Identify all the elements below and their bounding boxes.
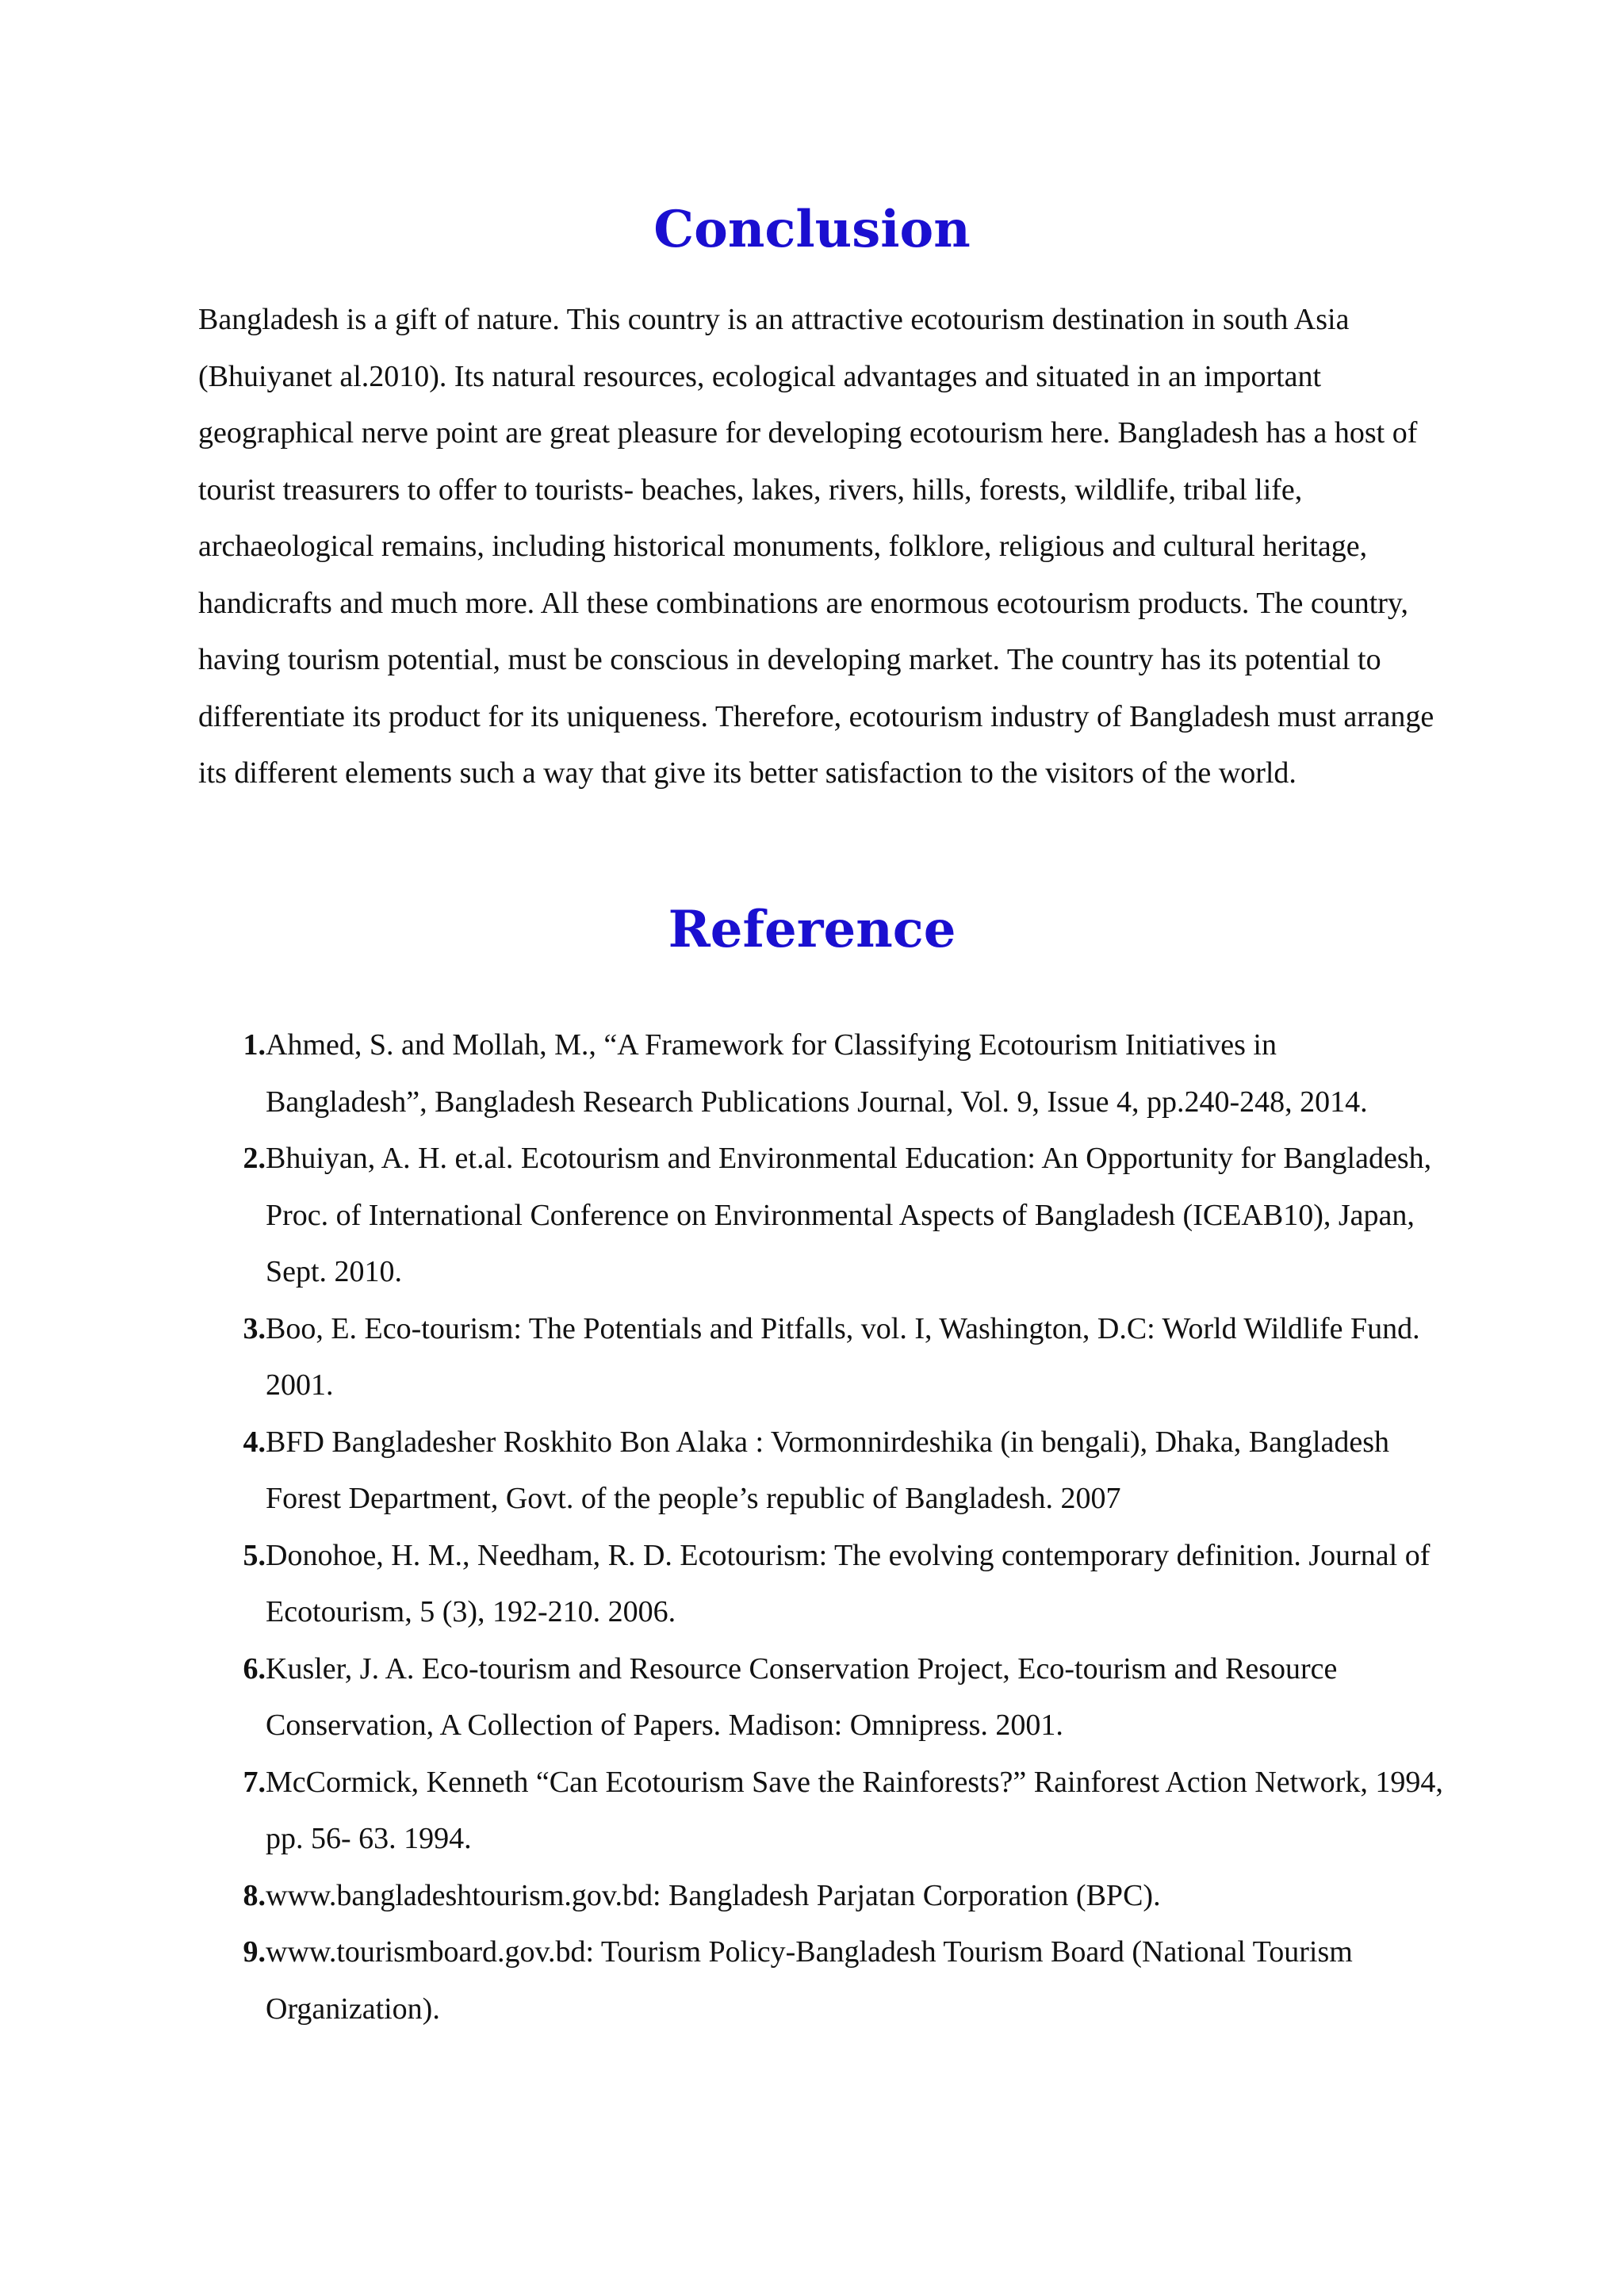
reference-item-8 [198, 1868, 1443, 1925]
reference-number: 5. [243, 1538, 266, 1572]
reference-number: 3. [243, 1311, 266, 1345]
reference-text: Boo, E. Eco-tourism: The Potentials and Pitfalls, vol. I, Washington, D.C: World Wildlife Fund. 2001. [266, 1311, 1420, 1402]
reference-item-2 [198, 1131, 1443, 1301]
reference-item-5 [198, 1528, 1443, 1641]
reference-text: BFD Bangladesher Roskhito Bon Alaka : Vormonnirdeshika (in bengali), Dhaka, Bangladesh Forest Department, Govt. of the people’s republic of Bangladesh. 2007 [266, 1425, 1390, 1515]
reference-item-7 [198, 1755, 1443, 1868]
reference-number: 9. [243, 1935, 266, 1969]
reference-number: 1. [243, 1028, 266, 1062]
reference-number: 8. [243, 1878, 266, 1912]
reference-text: Donohoe, H. M., Needham, R. D. Ecotourism: The evolving contemporary definition. Journal of Ecotourism, 5 (3), 192-210. 2006. [266, 1538, 1431, 1628]
reference-item-6 [198, 1641, 1443, 1755]
reference-text: Bhuiyan, A. H. et.al. Ecotourism and Environmental Education: An Opportunity for Bangladesh, Proc. of International Conference on Environmental Aspects of Bangladesh (ICEAB10), Japan, Sept. 2010. [266, 1142, 1432, 1288]
reference-item-9 [198, 1924, 1443, 2038]
reference-list [198, 1017, 1443, 2038]
reference-text: Kusler, J. A. Eco-tourism and Resource Conservation Project, Eco-tourism and Resource Conservation, A Collection of Papers. Madison: Omnipress. 2001. [266, 1651, 1338, 1742]
reference-item-4 [198, 1414, 1443, 1528]
reference-text: www.tourismboard.gov.bd: Tourism Policy-Bangladesh Tourism Board (National Tourism Organization). [266, 1935, 1353, 2026]
reference-item-3 [198, 1301, 1443, 1414]
reference-heading: Reference [668, 900, 956, 959]
conclusion-paragraph: Bangladesh is a gift of nature. This country is an attractive ecotourism destination in south Asia (Bhuiyanet al.2010). Its natural resources, ecological advantages and situated in an important geographical nerve point are great pleasure for developing ecotourism here. Bangladesh has a host of tourist treasurers to offer to tourists- beaches, lakes, rivers, hills, forests, wildlife, tribal life, archaeological remains, including historical monuments, folklore, religious and cultural heritage, handicrafts and much more. All these combinations are enormous ecotourism products. The country, having tourism potential, must be conscious in developing market. The country has its potential to differentiate its product for its uniqueness. Therefore, ecotourism industry of Bangladesh must arrange its different elements such a way that give its better satisfaction to the visitors of the world. [198, 303, 1434, 790]
reference-number: 2. [243, 1142, 266, 1175]
reference-text: McCormick, Kenneth “Can Ecotourism Save the Rainforests?” Rainforest Action Network, 1994, pp. 56- 63. 1994. [266, 1765, 1443, 1855]
reference-text: www.bangladeshtourism.gov.bd: Bangladesh Parjatan Corporation (BPC). [266, 1878, 1161, 1912]
reference-item-1 [198, 1017, 1443, 1131]
reference-number: 6. [243, 1651, 266, 1686]
reference-number: 4. [243, 1425, 266, 1459]
reference-text: Ahmed, S. and Mollah, M., “A Framework for Classifying Ecotourism Initiatives in Bangladesh”, Bangladesh Research Publications Journal, Vol. 9, Issue 4, pp.240-248, 2014. [266, 1028, 1368, 1119]
reference-number: 7. [243, 1765, 266, 1799]
conclusion-heading: Conclusion [653, 200, 971, 259]
